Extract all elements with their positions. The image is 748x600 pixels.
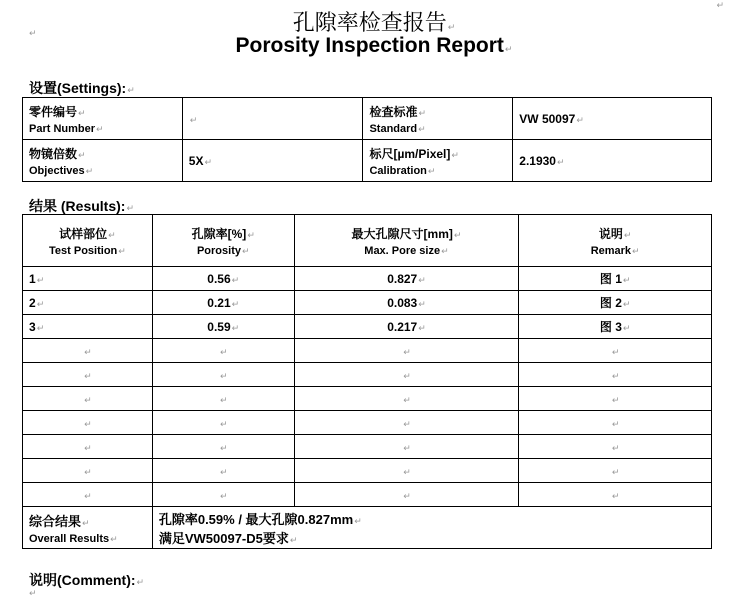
table-cell[interactable]: 0.217 ↵ — [294, 315, 519, 339]
part-number-value[interactable] — [182, 98, 363, 140]
table-cell[interactable]: 0.56 ↵ — [152, 267, 294, 291]
table-cell[interactable] — [23, 435, 153, 459]
table-cell[interactable]: 0.083 ↵ — [294, 291, 519, 315]
table-cell[interactable] — [152, 339, 294, 363]
table-row — [23, 435, 712, 459]
part-number-label: 零件编号 ↵ Part Number ↵ — [23, 98, 183, 140]
table-cell[interactable] — [23, 459, 153, 483]
settings-heading: 设置(Settings): ↵ — [29, 78, 135, 98]
table-cell[interactable] — [519, 411, 712, 435]
standard-label: 检查标准 ↵ Standard ↵ — [363, 98, 513, 140]
table-row — [23, 483, 712, 507]
overall-label: 综合结果 ↵ Overall Results ↵ — [23, 507, 153, 549]
table-row — [23, 387, 712, 411]
table-cell[interactable]: 3 ↵ — [23, 315, 153, 339]
overall-value[interactable]: 孔隙率0.59% / 最大孔隙0.827mm ↵ 满足VW50097-D5要求 ↵ — [152, 507, 711, 549]
paragraph-return-icon: ↵ — [716, 0, 724, 10]
objectives-value[interactable]: 5X ↵ — [182, 140, 363, 182]
table-cell[interactable] — [294, 387, 519, 411]
table-cell[interactable] — [23, 339, 153, 363]
column-header: 说明 ↵ Remark ↵ — [519, 215, 712, 267]
column-header: 试样部位 ↵ Test Position ↵ — [23, 215, 153, 267]
table-cell[interactable] — [152, 459, 294, 483]
settings-table — [22, 97, 712, 182]
table-cell[interactable] — [519, 483, 712, 507]
table-cell[interactable] — [519, 459, 712, 483]
table-cell[interactable] — [519, 363, 712, 387]
table-cell[interactable] — [23, 387, 153, 411]
table-cell[interactable] — [294, 363, 519, 387]
table-cell[interactable] — [152, 483, 294, 507]
calibration-label: 标尺[µm/Pixel] ↵ Calibration ↵ — [363, 140, 513, 182]
column-header: 孔隙率[%] ↵ Porosity ↵ — [152, 215, 294, 267]
table-cell[interactable]: 2 ↵ — [23, 291, 153, 315]
paragraph-return-icon: ↵ — [29, 588, 37, 598]
table-cell[interactable] — [23, 411, 153, 435]
paragraph-return-icon: ↵ — [29, 28, 37, 38]
table-cell[interactable]: 图 1 ↵ — [519, 267, 712, 291]
table-cell[interactable] — [152, 387, 294, 411]
table-row — [23, 267, 712, 291]
table-cell[interactable] — [519, 339, 712, 363]
table-cell[interactable] — [294, 459, 519, 483]
title-english: Porosity Inspection Report ↵ — [0, 34, 748, 58]
table-row — [23, 315, 712, 339]
table-cell[interactable] — [294, 483, 519, 507]
table-row — [23, 459, 712, 483]
table-cell[interactable]: 1 ↵ — [23, 267, 153, 291]
table-cell[interactable] — [519, 435, 712, 459]
table-cell[interactable]: 图 3 ↵ — [519, 315, 712, 339]
table-row — [23, 411, 712, 435]
table-cell[interactable] — [519, 387, 712, 411]
results-heading: 结果 (Results): ↵ — [29, 196, 134, 216]
table-cell[interactable] — [152, 435, 294, 459]
title-chinese: 孔隙率检查报告 ↵ — [0, 6, 748, 37]
comment-heading: 说明(Comment): ↵ — [29, 570, 144, 590]
table-cell[interactable] — [294, 339, 519, 363]
table-cell[interactable] — [23, 363, 153, 387]
table-cell[interactable] — [152, 411, 294, 435]
table-cell[interactable]: 0.59 ↵ — [152, 315, 294, 339]
results-table — [22, 214, 712, 549]
table-cell[interactable] — [294, 435, 519, 459]
table-row — [23, 363, 712, 387]
calibration-value[interactable]: 2.1930 ↵ — [513, 140, 712, 182]
table-cell[interactable] — [23, 483, 153, 507]
table-cell[interactable]: 0.21 ↵ — [152, 291, 294, 315]
standard-value[interactable]: VW 50097 ↵ — [513, 98, 712, 140]
table-row — [23, 339, 712, 363]
table-cell[interactable]: 0.827 ↵ — [294, 267, 519, 291]
objectives-label: 物镜倍数 ↵ Objectives ↵ — [23, 140, 183, 182]
column-header: 最大孔隙尺寸[mm] ↵ Max. Pore size ↵ — [294, 215, 519, 267]
table-cell[interactable] — [152, 363, 294, 387]
table-row — [23, 291, 712, 315]
table-cell[interactable] — [294, 411, 519, 435]
table-cell[interactable]: 图 2 ↵ — [519, 291, 712, 315]
